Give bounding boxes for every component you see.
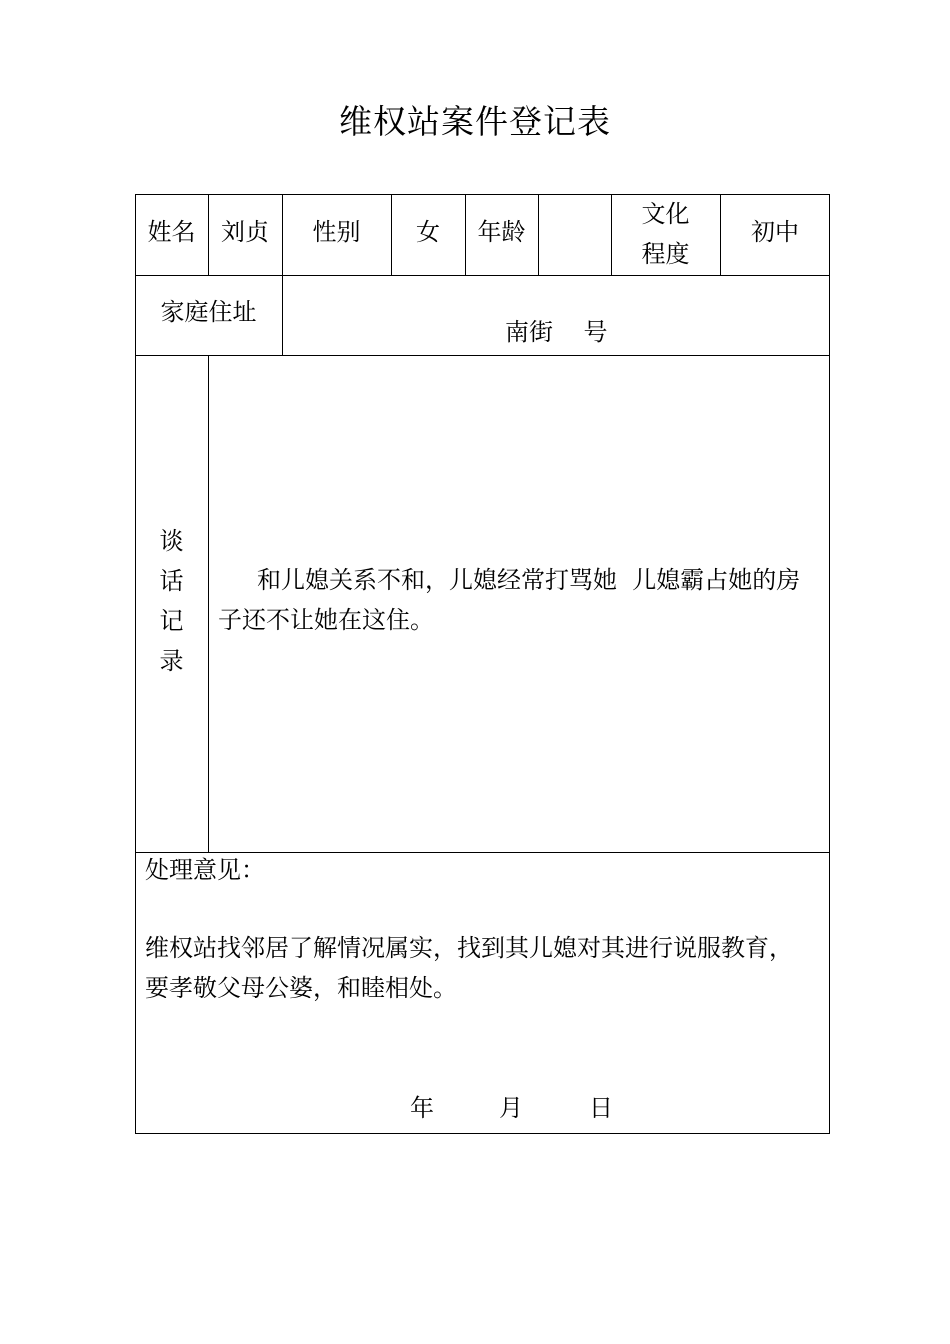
- education-label: [611, 194, 720, 274]
- gender-label: 性别: [312, 218, 361, 246]
- date-year: 年: [410, 1094, 434, 1122]
- row2-bottom-rule: [135, 355, 830, 356]
- opinion-content-line1: 维权站找邻居了解情况属实，找到其儿媳对其进行说服教育，: [145, 934, 793, 962]
- address-label: 家庭住址: [160, 298, 257, 326]
- gender-value: 女: [416, 218, 440, 246]
- name-label: 姓名: [147, 218, 196, 246]
- record-label-char-2: 话: [159, 567, 184, 595]
- address-value: 南街 号: [505, 318, 608, 346]
- record-label: [135, 521, 208, 681]
- name-value: 刘贞: [221, 218, 269, 246]
- record-label-char-4: 录: [159, 647, 184, 675]
- registration-form: [135, 194, 830, 1134]
- page-title: 维权站案件登记表: [339, 102, 611, 141]
- education-label-line1: 文化: [641, 200, 690, 228]
- education-label-line2: 程度: [641, 240, 690, 268]
- date-month: 月: [499, 1094, 523, 1122]
- record-label-char-3: 记: [159, 607, 184, 635]
- age-label: 年龄: [477, 218, 526, 246]
- date-day: 日: [589, 1094, 613, 1122]
- opinion-label: 处理意见：: [145, 856, 265, 884]
- record-label-char-1: 谈: [159, 527, 184, 555]
- opinion-content-line2: 要孝敬父母公婆，和睦相处。: [145, 974, 457, 1002]
- education-value: 初中: [751, 218, 799, 246]
- row1-rule-5: [538, 194, 539, 275]
- row1-bottom-rule: [135, 275, 830, 276]
- record-content-line1: 和儿媳关系不和，儿媳经常打骂她 儿媳霸占她的房: [257, 566, 801, 594]
- record-rule: [208, 355, 209, 852]
- record-content-line2: 子还不让她在这住。: [218, 606, 434, 634]
